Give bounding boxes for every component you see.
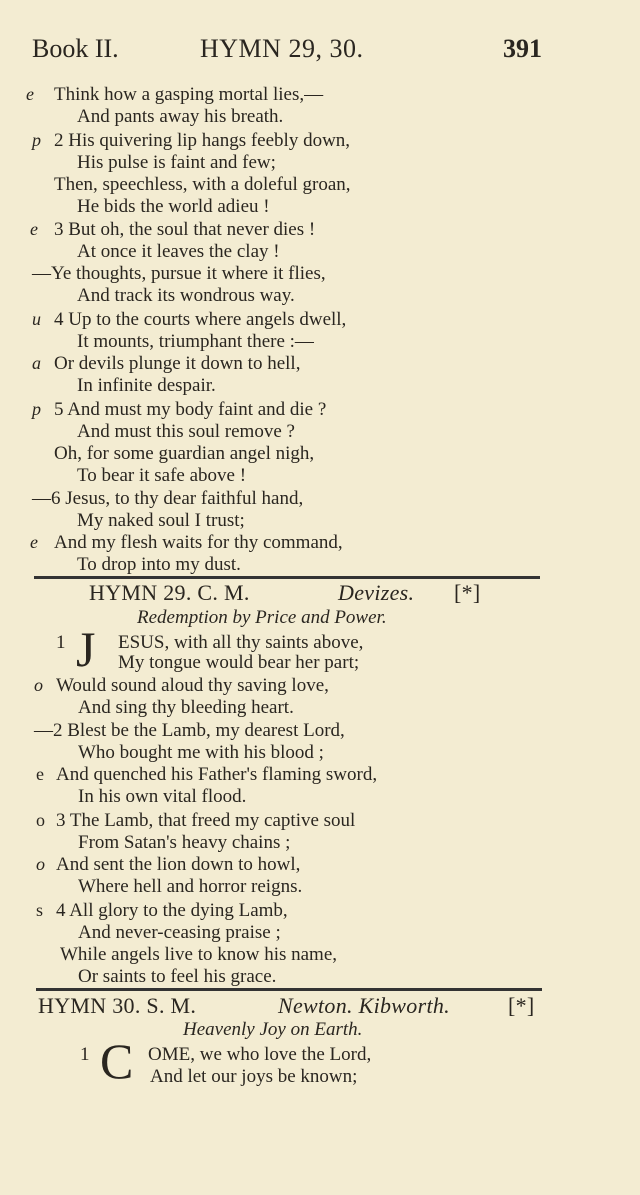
verse-line: My naked soul I trust; — [77, 510, 245, 531]
verse-line: And sent the lion down to howl, — [56, 854, 301, 875]
stanza-number: 1 — [56, 632, 66, 653]
dynamic-mark: o — [36, 854, 45, 874]
verse-line: And sing thy bleeding heart. — [78, 697, 294, 718]
verse-line: And track its wondrous way. — [77, 285, 295, 306]
verse-line: While angels live to know his name, — [60, 944, 338, 965]
dynamic-mark: p — [32, 130, 41, 150]
dynamic-mark: p — [32, 399, 41, 419]
dynamic-mark: o — [36, 810, 45, 830]
verse-line: His pulse is faint and few; — [77, 152, 276, 173]
stanza-number: 1 — [80, 1044, 90, 1065]
verse-line: 5 And must my body faint and die ? — [54, 399, 327, 420]
verse-line: Where hell and horror reigns. — [78, 876, 303, 897]
dynamic-mark: e — [36, 764, 44, 784]
verse-line: It mounts, triumphant there :— — [77, 331, 314, 352]
verse-line: Think how a gasping mortal lies,— — [54, 84, 324, 105]
hymn-title: HYMN 29. C. M. — [89, 580, 250, 605]
verse-line: 3 The Lamb, that freed my captive soul — [56, 810, 356, 831]
dynamic-mark: o — [34, 675, 43, 695]
verse-line: From Satan's heavy chains ; — [78, 832, 291, 853]
hymn-subtitle: Heavenly Joy on Earth. — [183, 1019, 363, 1040]
verse-line: And quenched his Father's flaming sword, — [56, 764, 378, 785]
verse-line: In his own vital flood. — [78, 786, 247, 807]
drop-cap: J — [76, 621, 96, 677]
dynamic-mark: e — [30, 219, 38, 239]
book-label: Book II. — [32, 34, 119, 63]
tune-name: Newton. Kibworth. — [278, 993, 450, 1018]
verse-line: OME, we who love the Lord, — [148, 1044, 372, 1065]
dynamic-mark: u — [32, 309, 41, 329]
page-header — [32, 34, 542, 68]
verse-line: —6 Jesus, to thy dear faithful hand, — [32, 488, 304, 509]
bracket-mark: [*] — [508, 993, 535, 1018]
verse-line: To drop into my dust. — [77, 554, 241, 575]
dynamic-mark: s — [36, 900, 44, 920]
dynamic-mark: e — [30, 532, 38, 552]
verse-line: 4 Up to the courts where angels dwell, — [54, 309, 347, 330]
verse-line: 3 But oh, the soul that never dies ! — [54, 219, 316, 240]
drop-cap: C — [100, 1033, 134, 1089]
verse-line: At once it leaves the clay ! — [77, 241, 280, 262]
verse-line: And pants away his breath. — [77, 106, 284, 127]
running-title: HYMN 29, 30. — [200, 34, 364, 63]
section-divider — [36, 988, 542, 991]
verse-line: 2 His quivering lip hangs feebly down, — [54, 130, 351, 151]
dynamic-mark: a — [32, 353, 41, 373]
verse-line: My tongue would bear her part; — [118, 652, 360, 673]
dynamic-mark: e — [26, 84, 34, 104]
section-divider — [34, 576, 540, 579]
verse-line: And my flesh waits for thy command, — [54, 532, 343, 553]
tune-name: Devizes. — [338, 580, 415, 605]
hymn-title: HYMN 30. S. M. — [38, 993, 197, 1018]
verse-line: Or saints to feel his grace. — [78, 966, 277, 987]
verse-line: Then, speechless, with a doleful groan, — [54, 174, 351, 195]
verse-line: —2 Blest be the Lamb, my dearest Lord, — [34, 720, 345, 741]
verse-line: ESUS, with all thy saints above, — [118, 632, 364, 653]
verse-line: Oh, for some guardian angel nigh, — [54, 443, 315, 464]
verse-line: 4 All glory to the dying Lamb, — [56, 900, 288, 921]
verse-line: In infinite despair. — [77, 375, 216, 396]
verse-line: Who bought me with his blood ; — [78, 742, 324, 763]
verse-line: And let our joys be known; — [150, 1066, 358, 1087]
verse-line: —Ye thoughts, pursue it where it flies, — [32, 263, 326, 284]
page-number: 391 — [503, 34, 542, 63]
hymn-subtitle: Redemption by Price and Power. — [137, 607, 387, 628]
verse-line: And never-ceasing praise ; — [78, 922, 281, 943]
verse-line: And must this soul remove ? — [77, 421, 295, 442]
bracket-mark: [*] — [454, 580, 481, 605]
verse-line: Would sound aloud thy saving love, — [56, 675, 329, 696]
verse-line: He bids the world adieu ! — [77, 196, 270, 217]
verse-line: Or devils plunge it down to hell, — [54, 353, 301, 374]
verse-line: To bear it safe above ! — [77, 465, 247, 486]
